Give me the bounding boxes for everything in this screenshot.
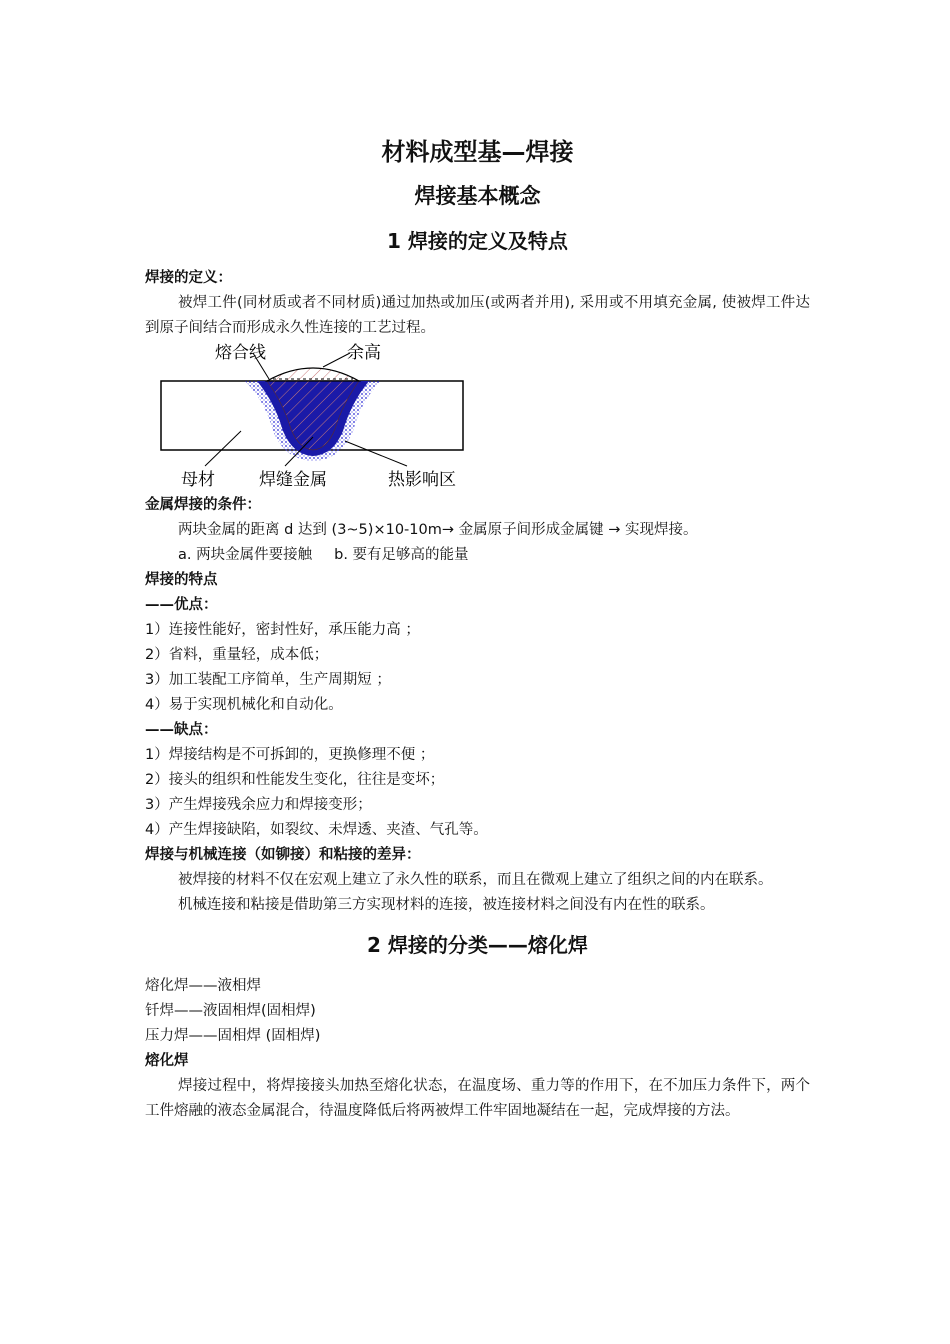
fusion-welding-text: 焊接过程中，将焊接接头加热至熔化状态，在温度场、重力等的作用下，在不加压力条件下，两个工件熔融的液态金属混合，待温度降低后将两被焊工件牢固地凝结在一起，完成焊接的方法。 xyxy=(145,1078,810,1119)
classification-item: 压力焊——固相焊 (固相焊) xyxy=(145,1028,321,1044)
label-heat-affected-zone: 热影响区 xyxy=(388,470,456,489)
definition-label: 焊接的定义： xyxy=(145,270,232,286)
difference-text-2: 机械连接和粘接是借助第三方实现材料的连接，被连接材料之间没有内在性的联系。 xyxy=(178,897,715,913)
classification-item: 熔化焊——液相焊 xyxy=(145,978,261,994)
disadvantage-item: 4）产生焊接缺陷，如裂纹、未焊透、夹渣、气孔等。 xyxy=(145,822,488,838)
label-weld-metal: 焊缝金属 xyxy=(259,470,327,489)
disadvantages-label: ——缺点： xyxy=(145,722,218,738)
features-label: 焊接的特点 xyxy=(145,572,218,588)
weld-joint-diagram xyxy=(145,341,810,489)
disadvantage-item: 3）产生焊接残余应力和焊接变形； xyxy=(145,797,372,813)
advantages-label: ——优点： xyxy=(145,597,218,613)
conditions-label: 金属焊接的条件： xyxy=(145,497,261,513)
label-reinforcement: 余高 xyxy=(347,343,381,363)
label-base-metal: 母材 xyxy=(181,470,215,489)
document-subtitle: 焊接基本概念 xyxy=(414,184,541,208)
definition-text: 被焊工件(同材质或者不同材质)通过加热或加压(或两者并用), 采用或不用填充金属, 使被焊工件达到原子间结合而形成永久性连接的工艺过程。 xyxy=(145,295,810,336)
advantage-item: 2）省料，重量轻，成本低； xyxy=(145,647,329,663)
advantage-item: 1）连接性能好，密封性好，承压能力高 ； xyxy=(145,622,420,638)
condition-b: b. 要有足够高的能量 xyxy=(334,547,469,563)
document-content xyxy=(145,132,810,1124)
difference-label: 焊接与机械连接（如铆接）和粘接的差异： xyxy=(145,847,421,863)
classification-item: 钎焊——液固相焊(固相焊) xyxy=(145,1003,316,1019)
weld-joint-figure xyxy=(145,341,810,489)
document-title: 材料成型基—焊接 xyxy=(381,138,574,166)
fusion-welding-label: 熔化焊 xyxy=(145,1053,189,1069)
conditions-items xyxy=(145,543,810,568)
advantage-item: 4）易于实现机械化和自动化。 xyxy=(145,697,343,713)
section2-heading: 2 焊接的分类——熔化焊 xyxy=(367,933,588,957)
label-fusion-line: 熔合线 xyxy=(215,343,266,363)
conditions-text: 两块金属的距离 d 达到 (3~5)×10-10m→ 金属原子间形成金属键 → 实现焊接。 xyxy=(178,522,698,538)
section1-heading: 1 焊接的定义及特点 xyxy=(387,229,568,253)
difference-text-1: 被焊接的材料不仅在宏观上建立了永久性的联系，而且在微观上建立了组织之间的内在联系。 xyxy=(178,872,773,888)
disadvantage-item: 1）焊接结构是不可拆卸的，更换修理不便 ； xyxy=(145,747,435,763)
disadvantage-item: 2）接头的组织和性能发生变化，往往是变坏； xyxy=(145,772,445,788)
condition-a: a. 两块金属件要接触 xyxy=(178,547,313,563)
advantage-item: 3）加工装配工序简单，生产周期短 ； xyxy=(145,672,391,688)
